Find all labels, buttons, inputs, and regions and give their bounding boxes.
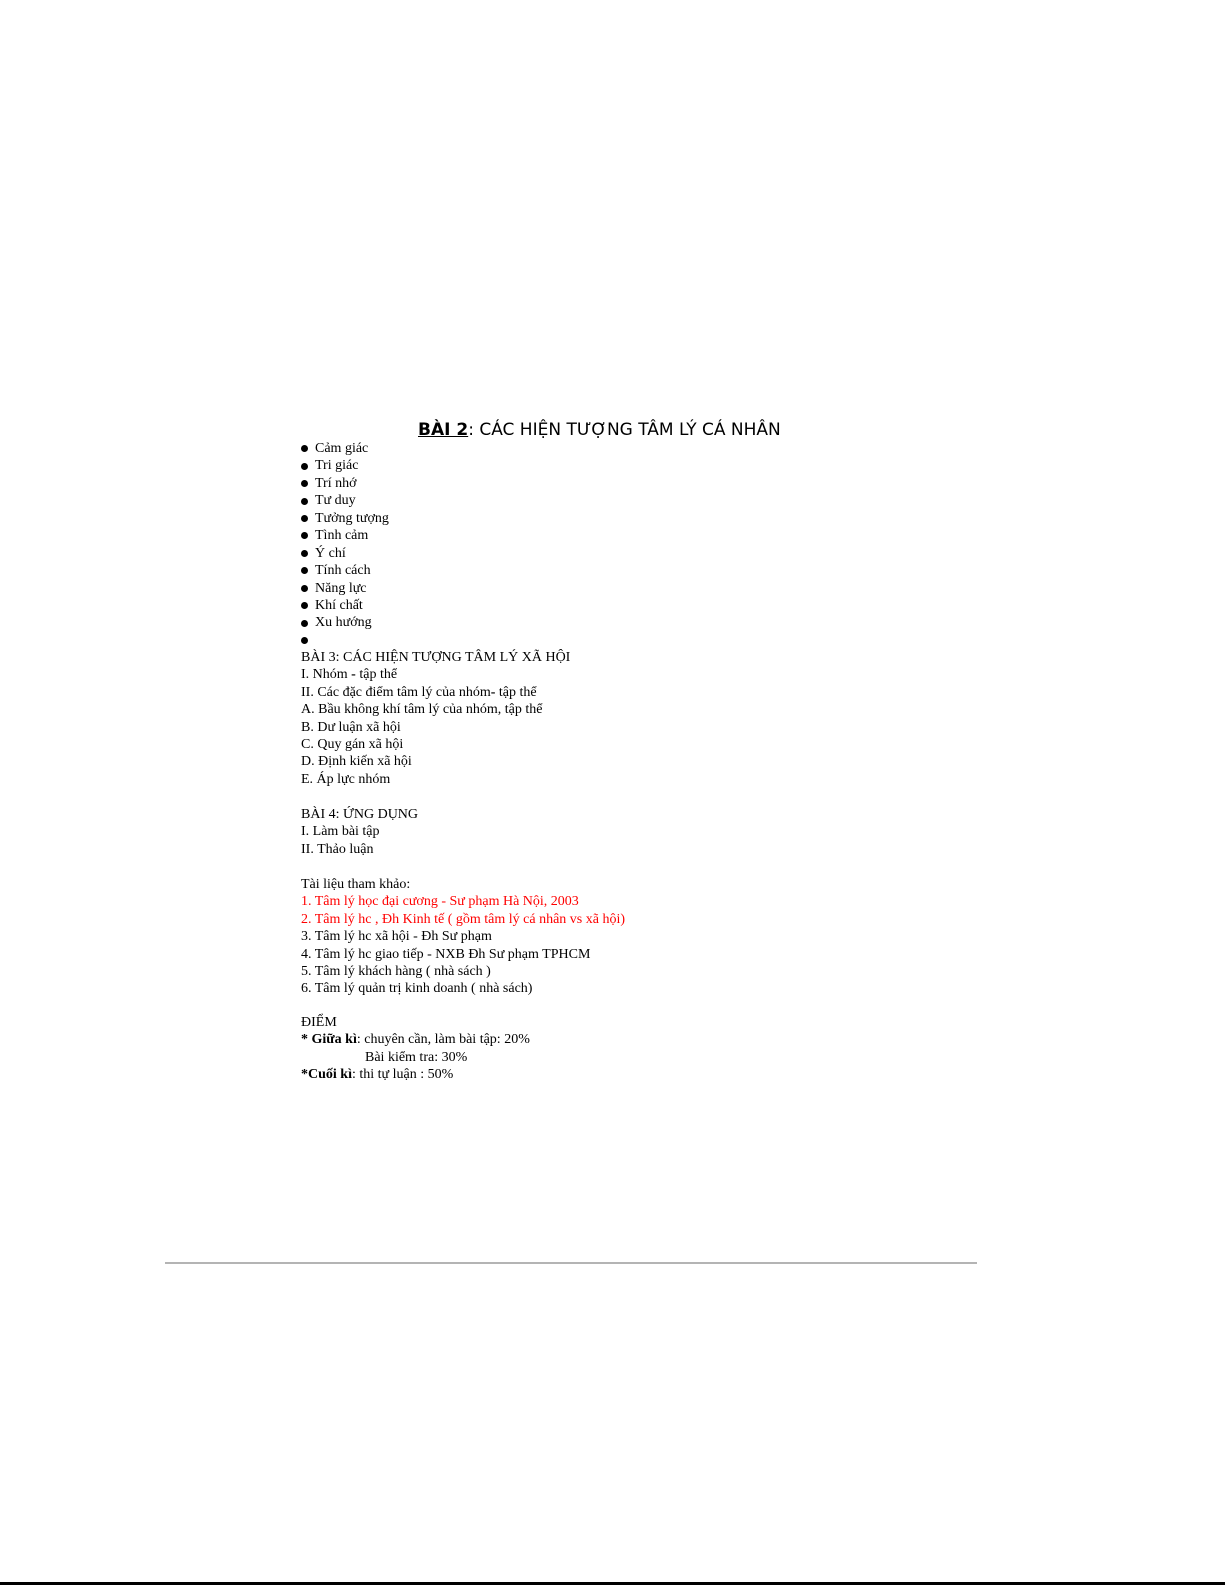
page-title [418,419,781,441]
bullet-text: Năng lực [315,580,367,596]
bullet-dot-icon [301,498,308,505]
page-divider [165,1262,977,1264]
bullet-text: Khí chất [315,597,363,613]
lesson-3-subitem: B. Dư luận xã hội [301,719,401,735]
grading-midterm-test: Bài kiểm tra: 30% [365,1049,468,1065]
title-lesson-number: BÀI 2 [418,420,469,440]
bullet-dot-icon [301,585,308,592]
bullet-text: Ý chí [315,545,346,561]
lesson-3-item: I. Nhóm - tập thể [301,667,398,683]
bullet-text: Tưởng tượng [315,510,389,526]
bullet-item [301,510,389,527]
bullet-text: Tình cảm [315,528,369,544]
bullet-item [301,475,389,492]
grading-section [301,1014,530,1084]
bullet-dot-icon [301,532,308,539]
lesson-3-section [301,649,570,788]
bullet-item [301,597,389,614]
reference-item: 4. Tâm lý hc giao tiếp - NXB Đh Sư phạm TPHCM [301,946,591,962]
grading-heading: ĐIỂM [301,1015,337,1030]
lesson-4-heading: BÀI 4: ỨNG DỤNG [301,807,419,822]
bullet-item [301,492,389,509]
lesson-3-subitem: C. Quy gán xã hội [301,736,404,752]
reference-item: 5. Tâm lý khách hàng ( nhà sách ) [301,963,491,979]
bullet-item [301,614,389,631]
reference-item-highlighted: 2. Tâm lý hc , Đh Kinh tế ( gồm tâm lý cá nhân vs xã hội) [301,911,626,927]
bullet-item [301,527,389,544]
bullet-text: Trí nhớ [315,475,357,491]
reference-item: 6. Tâm lý quản trị kinh doanh ( nhà sách) [301,981,533,997]
bullet-text: Xu hướng [315,615,372,631]
bullet-item [301,632,389,649]
lesson-3-subitem: E. Áp lực nhóm [301,771,391,787]
bullet-text: Tính cách [315,563,371,579]
grading-midterm: * Giữa kì: chuyên cần, làm bài tập: 20% [301,1032,530,1048]
topic-bullet-list [301,440,389,649]
bullet-dot-icon [301,515,308,522]
bullet-item [301,440,389,457]
reference-item-highlighted: 1. Tâm lý học đại cương - Sư phạm Hà Nội, 2003 [301,894,579,910]
bullet-text: Tư duy [315,493,356,509]
bullet-item [301,562,389,579]
references-heading: Tài liệu tham khảo: [301,877,411,892]
bullet-item [301,545,389,562]
lesson-3-subitem: A. Bầu không khí tâm lý của nhóm, tập thể [301,702,543,718]
bullet-dot-icon [301,550,308,557]
bullet-dot-icon [301,463,308,470]
bullet-dot-icon [301,480,308,487]
lesson-4-item: I. Làm bài tập [301,824,380,840]
bullet-dot-icon [301,637,308,644]
lesson-4-section [301,806,418,858]
lesson-4-item: II. Thảo luận [301,841,374,857]
bullet-item [301,457,389,474]
bullet-item [301,580,389,597]
bullet-dot-icon [301,602,308,609]
bullet-dot-icon [301,620,308,627]
reference-item: 3. Tâm lý hc xã hội - Đh Sư phạm [301,929,492,945]
lesson-3-item: II. Các đặc điểm tâm lý của nhóm- tập thể [301,684,537,700]
bullet-text: Cảm giác [315,441,369,456]
lesson-3-subitem: D. Định kiến xã hội [301,754,412,770]
lesson-3-heading: BÀI 3: CÁC HIỆN TƯỢNG TÂM LÝ XÃ HỘI [301,650,571,665]
bullet-dot-icon [301,567,308,574]
grading-final: *Cuối kì: thi tự luận : 50% [301,1067,454,1083]
bullet-dot-icon [301,445,308,452]
title-lesson-name: : CÁC HIỆN TƯỢNG TÂM LÝ CÁ NHÂN [468,420,781,440]
references-section [301,876,625,998]
bullet-text: Tri giác [315,458,359,474]
